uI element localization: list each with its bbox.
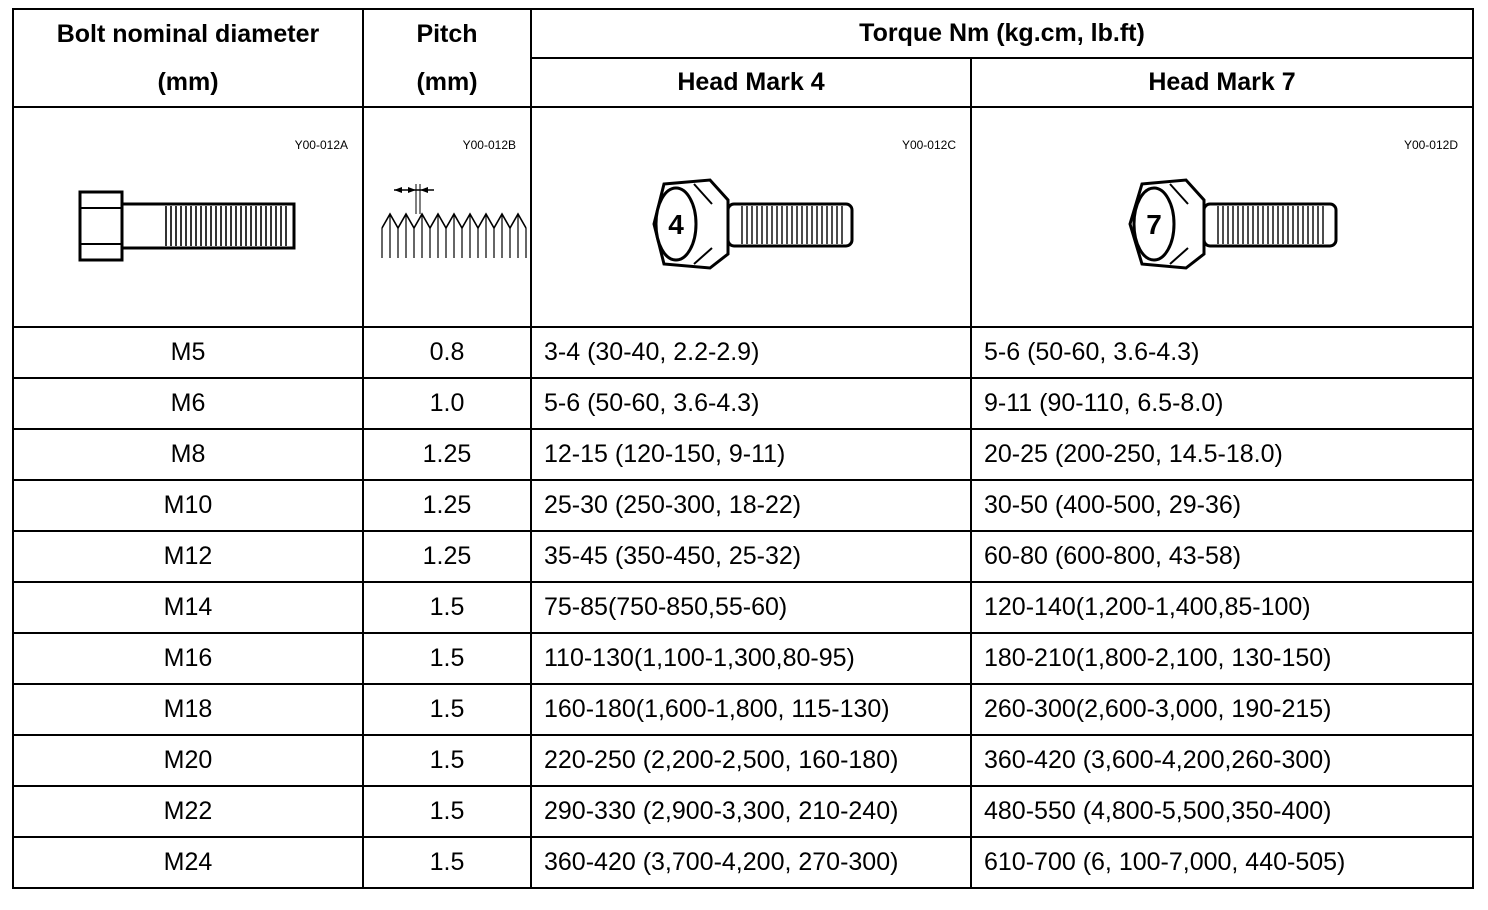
bolt-illustration-icon bbox=[14, 108, 364, 326]
head-mark-7-header: Head Mark 7 bbox=[971, 58, 1473, 107]
head-mark-7-cell: 5-6 (50-60, 3.6-4.3) bbox=[971, 327, 1473, 378]
size-cell: M8 bbox=[13, 429, 363, 480]
size-cell: M24 bbox=[13, 837, 363, 888]
size-cell: M10 bbox=[13, 480, 363, 531]
size-cell: M16 bbox=[13, 633, 363, 684]
pitch-cell: 1.5 bbox=[363, 735, 531, 786]
pitch-cell: 1.5 bbox=[363, 684, 531, 735]
size-cell: M22 bbox=[13, 786, 363, 837]
pitch-header-line1: Pitch bbox=[416, 20, 478, 48]
head-mark-7-cell: 120-140(1,200-1,400,85-100) bbox=[971, 582, 1473, 633]
head-mark-4-cell: 12-15 (120-150, 9-11) bbox=[531, 429, 971, 480]
head-mark-4-cell: 360-420 (3,700-4,200, 270-300) bbox=[531, 837, 971, 888]
head-mark-4-cell: 35-45 (350-450, 25-32) bbox=[531, 531, 971, 582]
torque-rows bbox=[13, 327, 1473, 888]
pitch-cell: 1.25 bbox=[363, 480, 531, 531]
table-row bbox=[13, 378, 1473, 429]
table-row bbox=[13, 582, 1473, 633]
torque-table-frame bbox=[12, 8, 1474, 889]
pitch-header-line2: (mm) bbox=[416, 68, 478, 96]
head-mark-4-header: Head Mark 4 bbox=[531, 58, 971, 107]
head-mark-7-cell: 9-11 (90-110, 6.5-8.0) bbox=[971, 378, 1473, 429]
head-mark-4-cell: 25-30 (250-300, 18-22) bbox=[531, 480, 971, 531]
size-cell: M12 bbox=[13, 531, 363, 582]
pitch-cell: 1.0 bbox=[363, 378, 531, 429]
table-row bbox=[13, 531, 1473, 582]
head-mark-7-cell: 260-300(2,600-3,000, 190-215) bbox=[971, 684, 1473, 735]
pitch-cell: 1.5 bbox=[363, 786, 531, 837]
head-mark-4-label: 4 bbox=[668, 209, 684, 240]
head-mark-7-label: 7 bbox=[1146, 209, 1162, 240]
pitch-cell: 1.25 bbox=[363, 429, 531, 480]
pitch-cell: 1.25 bbox=[363, 531, 531, 582]
pitch-cell: 1.5 bbox=[363, 582, 531, 633]
head-mark-4-cell: 5-6 (50-60, 3.6-4.3) bbox=[531, 378, 971, 429]
table-row bbox=[13, 633, 1473, 684]
head-mark-4-cell: 290-330 (2,900-3,300, 210-240) bbox=[531, 786, 971, 837]
head-mark-7-cell: 60-80 (600-800, 43-58) bbox=[971, 531, 1473, 582]
size-cell: M5 bbox=[13, 327, 363, 378]
head-mark-4-illustration-cell bbox=[531, 107, 971, 327]
head-mark-7-figure-code: Y00-012D bbox=[1403, 138, 1458, 152]
pitch-cell: 1.5 bbox=[363, 837, 531, 888]
head-mark-7-cell: 610-700 (6, 100-7,000, 440-505) bbox=[971, 837, 1473, 888]
pitch-header bbox=[363, 9, 531, 107]
diameter-header-line2: (mm) bbox=[157, 68, 219, 96]
head-mark-4-cell: 75-85(750-850,55-60) bbox=[531, 582, 971, 633]
table-row bbox=[13, 735, 1473, 786]
head-mark-7-illustration-cell bbox=[971, 107, 1473, 327]
table-row bbox=[13, 684, 1473, 735]
torque-table bbox=[12, 8, 1474, 889]
head-mark-7-cell: 20-25 (200-250, 14.5-18.0) bbox=[971, 429, 1473, 480]
head-mark-7-cell: 30-50 (400-500, 29-36) bbox=[971, 480, 1473, 531]
head-mark-7-cell: 480-550 (4,800-5,500,350-400) bbox=[971, 786, 1473, 837]
pitch-figure-code: Y00-012B bbox=[462, 138, 516, 152]
bolt-figure-code: Y00-012A bbox=[294, 138, 348, 152]
head-mark-4-bolt-icon bbox=[532, 108, 972, 326]
pitch-cell: 1.5 bbox=[363, 633, 531, 684]
pitch-cell: 0.8 bbox=[363, 327, 531, 378]
size-cell: M18 bbox=[13, 684, 363, 735]
table-row bbox=[13, 429, 1473, 480]
head-mark-4-cell: 160-180(1,600-1,800, 115-130) bbox=[531, 684, 971, 735]
table-row bbox=[13, 327, 1473, 378]
diameter-header-line1: Bolt nominal diameter bbox=[56, 20, 320, 48]
size-cell: M14 bbox=[13, 582, 363, 633]
size-cell: M6 bbox=[13, 378, 363, 429]
head-mark-4-cell: 110-130(1,100-1,300,80-95) bbox=[531, 633, 971, 684]
thread-pitch-icon bbox=[364, 108, 532, 326]
head-mark-4-cell: 3-4 (30-40, 2.2-2.9) bbox=[531, 327, 971, 378]
table-row bbox=[13, 837, 1473, 888]
pitch-illustration-cell bbox=[363, 107, 531, 327]
table-row bbox=[13, 480, 1473, 531]
head-mark-4-cell: 220-250 (2,200-2,500, 160-180) bbox=[531, 735, 971, 786]
head-mark-4-figure-code: Y00-012C bbox=[901, 138, 956, 152]
table-row bbox=[13, 786, 1473, 837]
head-mark-7-cell: 180-210(1,800-2,100, 130-150) bbox=[971, 633, 1473, 684]
head-mark-7-bolt-icon bbox=[972, 108, 1470, 326]
head-mark-7-cell: 360-420 (3,600-4,200,260-300) bbox=[971, 735, 1473, 786]
torque-header: Torque Nm (kg.cm, lb.ft) bbox=[531, 9, 1473, 58]
size-cell: M20 bbox=[13, 735, 363, 786]
diameter-header bbox=[13, 9, 363, 107]
bolt-illustration-cell bbox=[13, 107, 363, 327]
